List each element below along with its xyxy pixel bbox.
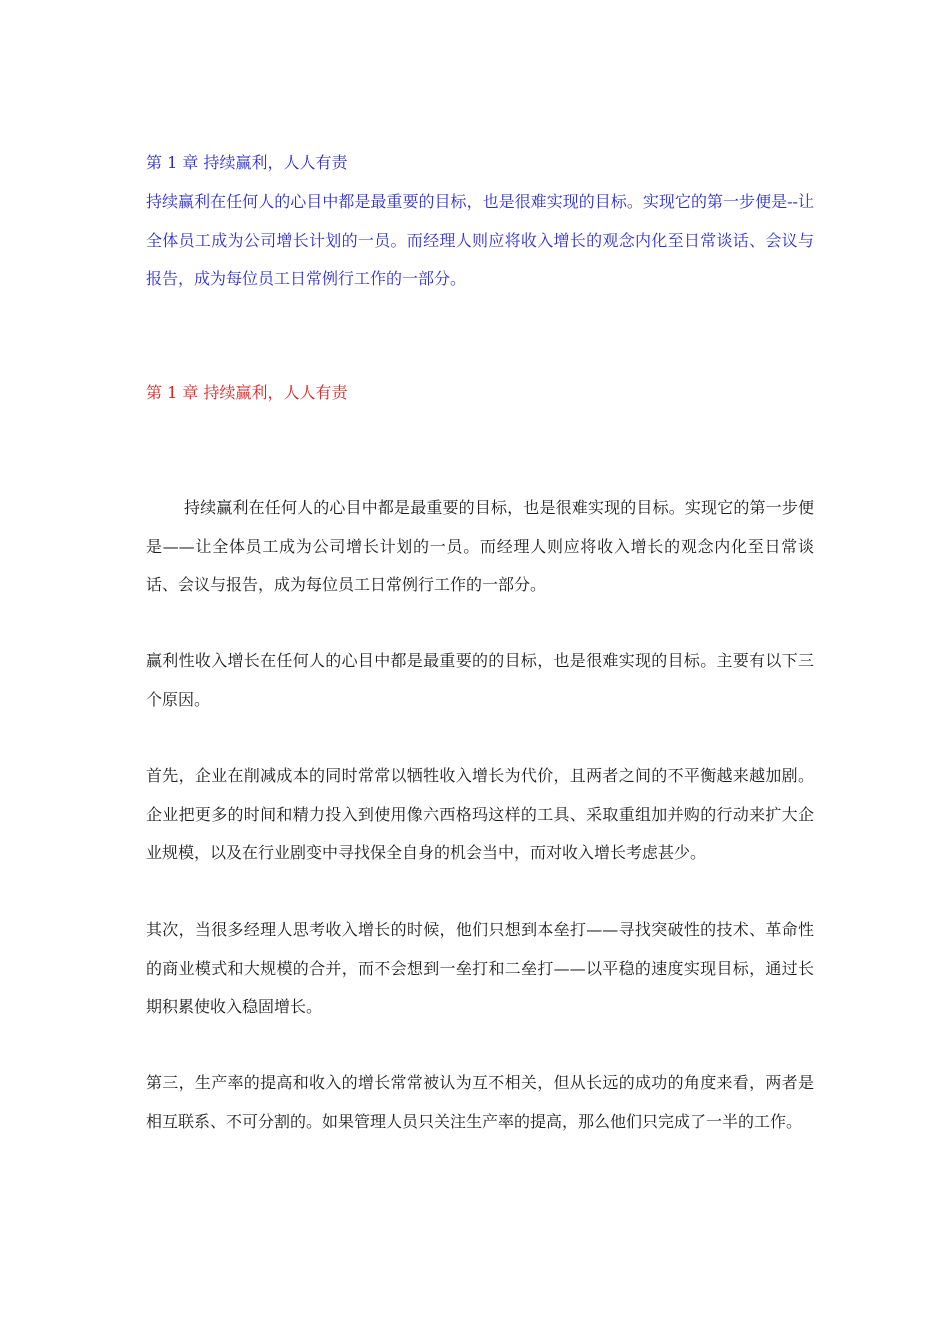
paragraph-2: 赢利性收入增长在任何人的心目中都是最重要的的目标，也是很难实现的目标。主要有以下三个原因。 bbox=[146, 651, 814, 709]
paragraph-4: 其次，当很多经理人思考收入增长的时候，他们只想到本垒打——寻找突破性的技术、革命性的商业模式和大规模的合并，而不会想到一垒打和二垒打——以平稳的速度实现目标，通过长期积累使收入稳固增长。 bbox=[146, 920, 814, 1016]
paragraph-1: 持续赢利在任何人的心目中都是最重要的目标，也是很难实现的目标。实现它的第一步便是——让全体员工成为公司增长计划的一员。而经理人则应将收入增长的观念内化至日常谈话、会议与报告，成为每位员工日常例行工作的一部分。 bbox=[146, 498, 814, 594]
paragraph-5: 第三，生产率的提高和收入的增长常常被认为互不相关，但从长远的成功的角度来看，两者是相互联系、不可分割的。如果管理人员只关注生产率的提高，那么他们只完成了一半的工作。 bbox=[146, 1073, 814, 1131]
chapter-heading: 第 1 章 持续赢利，人人有责 bbox=[146, 383, 348, 402]
intro-heading: 第 1 章 持续赢利，人人有责 bbox=[146, 153, 348, 172]
paragraph-3: 首先，企业在削减成本的同时常常以牺牲收入增长为代价，且两者之间的不平衡越来越加剧。企业把更多的时间和精力投入到使用像六西格玛这样的工具、采取重组加并购的行动来扩大企业规模，以及在行业剧变中寻找保全自身的机会当中，而对收入增长考虑甚少。 bbox=[146, 766, 814, 862]
intro-summary: 持续赢利在任何人的心目中都是最重要的目标，也是很难实现的目标。实现它的第一步便是--让全体员工成为公司增长计划的一员。而经理人则应将收入增长的观念内化至日常谈话、会议与报告，成为每位员工日常例行工作的一部分。 bbox=[146, 192, 814, 288]
